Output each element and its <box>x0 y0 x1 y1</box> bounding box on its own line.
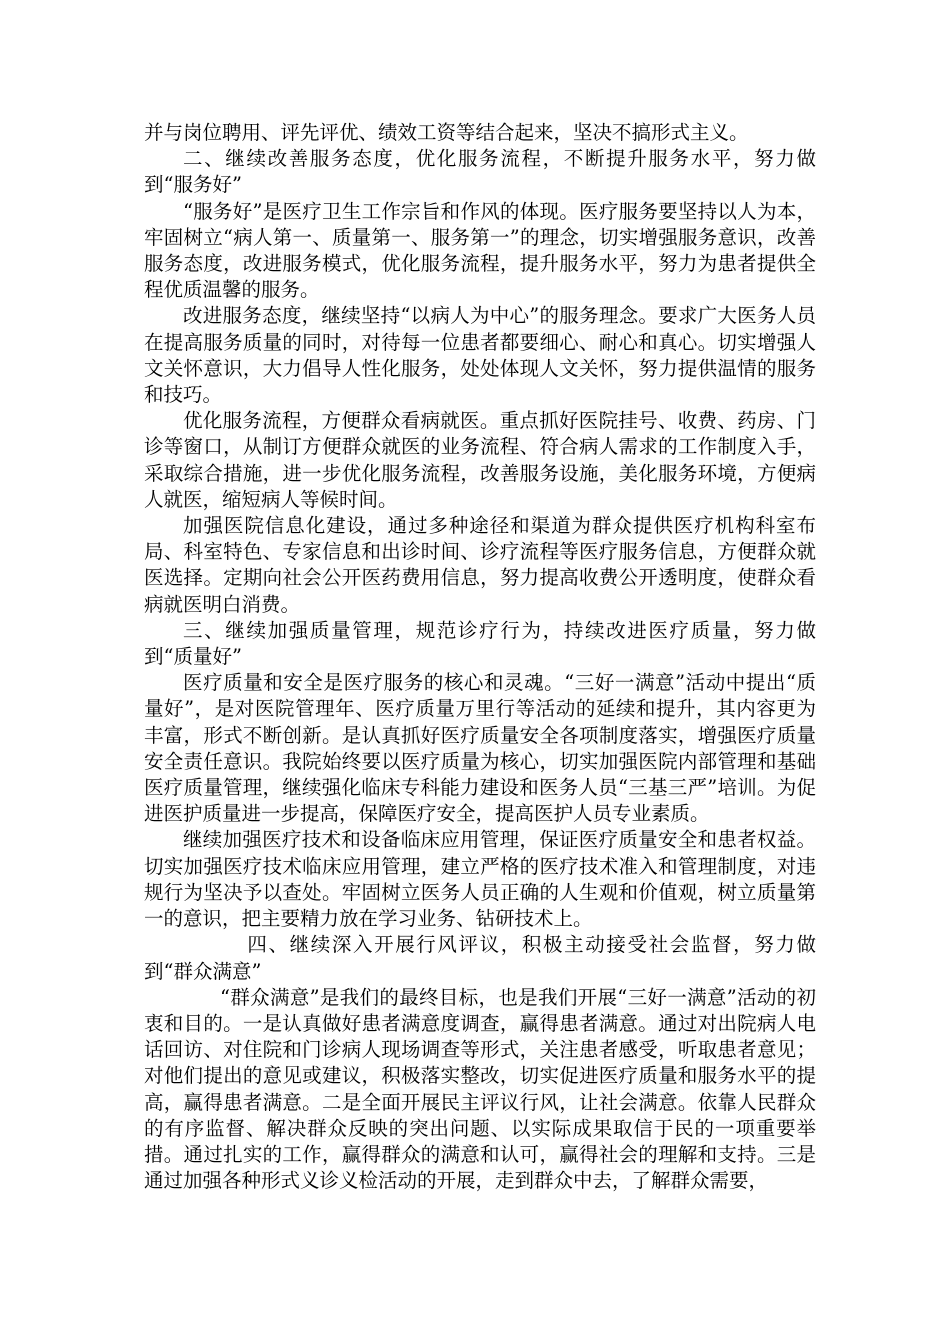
paragraph: 优化服务流程，方便群众看病就医。重点抓好医院挂号、收费、药房、门诊等窗口，从制订方便群众就医的业务流程、符合病人需求的工作制度入手，采取综合措施，进一步优化服务流程，改善服务设施，美化服务环境，方便病人就医，缩短病人等候时间。 <box>144 409 816 511</box>
paragraph: 加强医院信息化建设，通过多种途径和渠道为群众提供医疗机构科室布局、科室特色、专家信息和出诊时间、诊疗流程等医疗服务信息，方便群众就医选择。定期向社会公开医药费用信息，努力提高收费公开透明度，使群众看病就医明白消费。 <box>144 514 816 616</box>
section-heading-2: 二、继续改善服务态度，优化服务流程，不断提升服务水平，努力做到“服务好” <box>144 147 816 197</box>
paragraph: 改进服务态度，继续坚持“以病人为中心”的服务理念。要求广大医务人员在提高服务质量的同时，对待每一位患者都要细心、耐心和真心。切实增强人文关怀意识，大力倡导人性化服务，处处体现人文关怀，努力提供温情的服务和技巧。 <box>144 304 816 407</box>
section-heading-3: 三、继续加强质量管理，规范诊疗行为，持续改进医疗质量，努力做到“质量好” <box>144 618 816 669</box>
document-body <box>144 120 816 1194</box>
paragraph: 医疗质量和安全是医疗服务的核心和灵魂。“三好一满意”活动中提出“质量好”，是对医院管理年、医疗质量万里行等活动的延续和提升，其内容更为丰富，形式不断创新。是认真抓好医疗质量安全各项制度落实，增强医疗质量安全责任意识。我院始终要以医疗质量为核心，切实加强医院内部管理和基础医疗质量管理，继续强化临床专科能力建设和医务人员“三基三严”培训。为促进医护质量进一步提高，保障医疗安全，提高医护人员专业素质。 <box>144 671 816 826</box>
paragraph-continuation: 并与岗位聘用、评先评优、绩效工资等结合起来，坚决不搞形式主义。 <box>144 121 749 144</box>
paragraph: “群众满意”是我们的最终目标，也是我们开展“三好一满意”活动的初衷和目的。一是认真做好患者满意度调查，赢得患者满意。通过对出院病人电话回访、对住院和门诊病人现场调查等形式，关注患者感受，听取患者意见；对他们提出的意见或建议，积极落实整改，切实促进医疗质量和服务水平的提高，赢得患者满意。二是全面开展民主评议行风，让社会满意。依靠人民群众的有序监督、解决群众反映的突出问题、以实际成果取信于民的一项重要举措。通过扎实的工作，赢得群众的满意和认可，赢得社会的理解和支持。三是通过加强各种形式义诊义检活动的开展，走到群众中去，了解群众需要， <box>144 985 816 1193</box>
paragraph: 继续加强医疗技术和设备临床应用管理，保证医疗质量安全和患者权益。切实加强医疗技术临床应用管理，建立严格的医疗技术准入和管理制度，对违规行为坚决予以查处。牢固树立医务人员正确的人生观和价值观，树立质量第一的意识，把主要精力放在学习业务、钻研技术上。 <box>144 828 816 931</box>
section-heading-4: 四、继续深入开展行风评议，积极主动接受社会监督，努力做到“群众满意” <box>144 933 816 983</box>
paragraph: “服务好”是医疗卫生工作宗旨和作风的体现。医疗服务要坚持以人为本，牢固树立“病人第一、质量第一、服务第一”的理念，切实增强服务意识，改善服务态度，改进服务模式，优化服务流程，提升服务水平，努力为患者提供全程优质温馨的服务。 <box>144 199 816 302</box>
